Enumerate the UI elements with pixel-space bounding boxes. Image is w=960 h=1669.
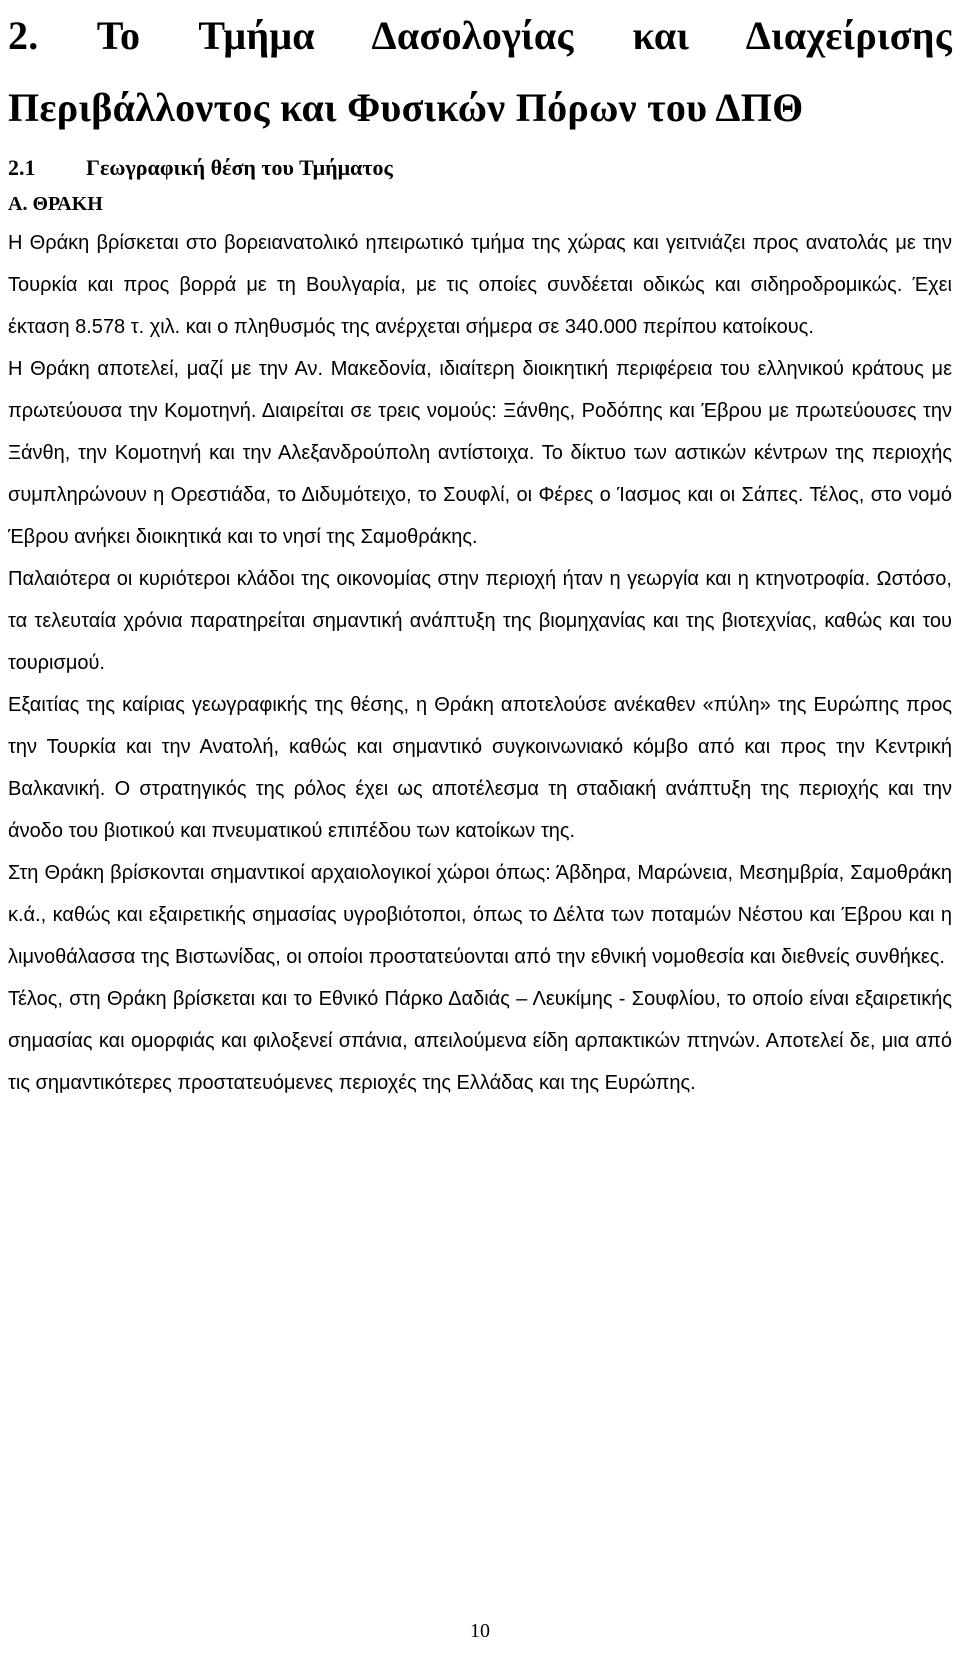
chapter-title-line-1: 2. Το Τμήμα Δασολογίας και Διαχείρισης [8, 13, 952, 58]
paragraph-administration: Η Θράκη αποτελεί, μαζί με την Αν. Μακεδονία, ιδιαίτερη διοικητική περιφέρεια του ελληνικού κράτους με πρωτεύουσα την Κομοτηνή. Διαιρείται σε τρεις νομούς: Ξάνθης, Ροδόπης και Έβρου με πρωτεύουσες την Ξάνθη, την Κομοτηνή και την Αλεξανδρούπολη αντίστοιχα. Το δίκτυο των αστικών κέντρων της περιοχής συμπληρώνουν η Ορεστιάδα, το Διδυμότειχο, το Σουφλί, οι Φέρες ο Ίασμος και οι Σάπες. Τέλος, στο νομό Έβρου ανήκει διοικητικά και το νησί της Σαμοθράκης. [8, 358, 952, 548]
document-page [8, 0, 952, 1669]
body-text [8, 222, 952, 1104]
chapter-title [8, 0, 952, 144]
paragraph-location: Η Θράκη βρίσκεται στο βορειανατολικό ηπειρωτικό τμήμα της χώρας και γειτνιάζει προς ανατολάς με την Τουρκία και προς βορρά με τη Βουλγαρία, με τις οποίες συνδέεται οδικώς και σιδηροδρομικώς. Έχει έκταση 8.578 τ. χιλ. και ο πληθυσμός της ανέρχεται σήμερα σε 340.000 περίπου κατοίκους. [8, 232, 952, 338]
page-number: 10 [470, 1620, 490, 1642]
subsection-heading: Α. ΘΡΑΚΗ [8, 193, 103, 215]
section-number: 2.1 [8, 155, 36, 180]
chapter-title-line-2: Περιβάλλοντος και Φυσικών Πόρων του ΔΠΘ [8, 85, 804, 130]
section-title: Γεωγραφική θέση του Τμήματος [86, 155, 393, 180]
paragraph-economy: Παλαιότερα οι κυριότεροι κλάδοι της οικονομίας στην περιοχή ήταν η γεωργία και η κτηνοτροφία. Ωστόσο, τα τελευταία χρόνια παρατηρείται σημαντική ανάπτυξη της βιομηχανίας και της βιοτεχνίας, καθώς και του τουρισμού. [8, 568, 952, 674]
paragraph-national-park: Τέλος, στη Θράκη βρίσκεται και το Εθνικό Πάρκο Δαδιάς – Λευκίμης - Σουφλίου, το οποίο είναι εξαιρετικής σημασίας και ομορφιάς και φιλοξενεί σπάνια, απειλούμενα είδη αρπακτικών πτηνών. Αποτελεί δε, μια από τις σημαντικότερες προστατευόμενες περιοχές της Ελλάδας και της Ευρώπης. [8, 988, 952, 1094]
paragraph-strategic-position: Εξαιτίας της καίριας γεωγραφικής της θέσης, η Θράκη αποτελούσε ανέκαθεν «πύλη» της Ευρώπης προς την Τουρκία και την Ανατολή, καθώς και σημαντικό συγκοινωνιακό κόμβο από και προς την Κεντρική Βαλκανική. Ο στρατηγικός της ρόλος έχει ως αποτέλεσμα τη σταδιακή ανάπτυξη της περιοχής και την άνοδο του βιοτικού και πνευματικού επιπέδου των κατοίκων της. [8, 694, 952, 842]
section-heading [8, 150, 952, 186]
paragraph-archaeology-wetlands: Στη Θράκη βρίσκονται σημαντικοί αρχαιολογικοί χώροι όπως: Άβδηρα, Μαρώνεια, Μεσημβρία, Σαμοθράκη κ.ά., καθώς και εξαιρετικής σημασίας υγροβιότοποι, όπως το Δέλτα των ποταμών Νέστου και Έβρου και η λιμνοθάλασσα της Βιστωνίδας, οι οποίοι προστατεύονται από την εθνική νομοθεσία και διεθνείς συνθήκες. [8, 862, 952, 968]
